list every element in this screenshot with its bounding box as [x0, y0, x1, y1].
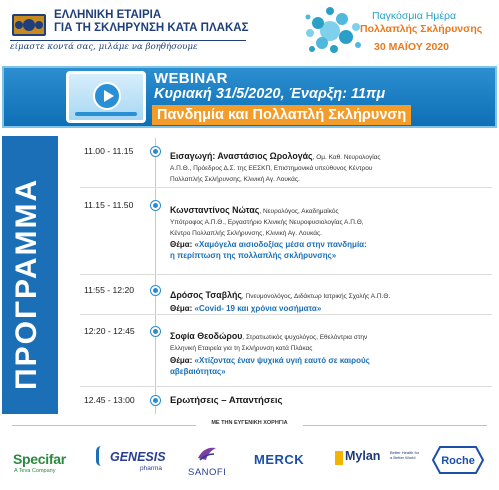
speaker-desc-line: Ελληνική Εταιρεία για τη Σκλήρυνση κατά Πλάκας: [170, 345, 313, 352]
genesis-logo: GENESIS: [110, 450, 166, 464]
organization-name-line2: ΓΙΑ ΤΗ ΣΚΛΗΡΥΝΣΗ ΚΑΤΑ ΠΛΑΚΑΣ: [54, 22, 249, 34]
organization-slogan: είμαστε κοντά σας, μιλάμε να βοηθήσουμε: [10, 42, 198, 52]
sanofi-logo: SANOFI: [188, 467, 227, 478]
webinar-theme: Πανδημία και Πολλαπλή Σκλήρυνση: [152, 105, 411, 125]
speaker-desc-inline: , Ομ. Καθ. Νευρολογίας: [312, 154, 381, 161]
roche-logo-text: Roche: [441, 455, 475, 467]
row-divider: [80, 386, 492, 387]
speaker-desc-line: Πολλαπλής Σκλήρυνσης, Κλινική Αγ. Λουκάς.: [170, 175, 300, 183]
roche-logo-icon: [432, 446, 484, 474]
play-icon: [93, 82, 121, 110]
program-time: 11.15 - 11.50: [84, 200, 134, 210]
topic-label: Θέμα: [170, 240, 190, 249]
webinar-banner: [2, 66, 497, 128]
topic-text: η περίπτωση της πολλαπλής σκλήρυνσης»: [170, 251, 337, 260]
specifar-tagline: A Teva Company: [14, 468, 56, 474]
sponsors-divider-left: [12, 425, 196, 426]
organization-name: [54, 9, 248, 35]
speaker-name: Δρόσος Τσαβλής: [170, 290, 242, 300]
speaker-name: Σοφία Θεοδώρου: [170, 331, 243, 341]
topic-label: Θέμα: [170, 355, 190, 365]
program-time: 11.00 - 11.15: [84, 146, 134, 156]
program-content: Σοφία Θεοδώρου, Στρατιωτικός ψυχολόγος, Εθελόντρια στην Ελληνική Εταιρεία για τη Σκλήρυνση κατά Πλάκας Θέμα: «Χτίζοντας έναν ψυχικά υγιή εαυτό σε καιρούς αβεβαιότητας»: [170, 326, 492, 377]
mylan-tagline: Better Health for a Better World: [390, 450, 420, 460]
timeline-dot-icon: [151, 396, 160, 405]
specifar-logo: Specifar: [13, 451, 66, 467]
speaker-desc-inline: , Νευρολόγος, Ακαδημαϊκός: [259, 208, 339, 215]
merck-logo: MERCK: [254, 452, 305, 467]
program-time: 11:55 - 12:20: [84, 285, 135, 295]
row-divider: [80, 187, 492, 188]
speaker-desc-line: Κέντρο Πολλαπλής Σκλήρυνσης, Κλινική Αγ. Λουκάς.: [170, 229, 322, 237]
row-divider: [80, 274, 492, 275]
timeline-dot-icon: [151, 147, 160, 156]
timeline-dot-icon: [151, 327, 160, 336]
speaker-desc-line: Α.Π.Θ., Πρόεδρος Δ.Σ. της ΕΕΣΚΠ, Επιστημονικά υπεύθυνος Κέντρου: [170, 165, 373, 172]
program-prefix: Εισαγωγή:: [170, 151, 218, 161]
event-title-line2: Πολλαπλής Σκλήρυνσης: [360, 23, 483, 35]
topic-text: αβεβαιότητας»: [170, 366, 226, 376]
program-content: [170, 395, 492, 406]
mylan-logo: Mylan: [345, 449, 381, 463]
timeline-line: [155, 138, 156, 414]
topic-text: «Χτίζοντας έναν ψυχικά υγιή εαυτό σε καιρούς: [194, 355, 370, 365]
video-play-icon: [66, 71, 146, 123]
header: [0, 0, 499, 62]
row-divider: [80, 314, 492, 315]
society-logo-icon: [12, 14, 46, 36]
program-title: ΠΡΟΓΡΑΜΜΑ: [10, 177, 43, 390]
event-title-line1: Παγκόσμια Ημέρα: [372, 10, 457, 22]
speaker-name: Κωνσταντίνος Νώτας: [170, 205, 260, 215]
timeline-dot-icon: [151, 286, 160, 295]
program-content: [170, 146, 492, 185]
sanofi-bird-icon: [196, 444, 218, 464]
webinar-label: WEBINAR: [154, 70, 228, 87]
timeline-dot-icon: [151, 201, 160, 210]
mylan-mark-icon: [335, 451, 343, 465]
qa-session: Ερωτήσεις – Απαντήσεις: [170, 395, 283, 406]
program-time: 12:20 - 12:45: [84, 326, 135, 336]
speaker-desc-inline: , Πνευμονολόγος, Διδάκτωρ Ιατρικής Σχολής Α.Π.Θ.: [241, 293, 391, 300]
program-timeline: [66, 138, 494, 414]
speaker-name: Αναστάσιος Ωρολογάς: [217, 151, 313, 161]
speaker-desc-inline: , Στρατιωτικός ψυχολόγος, Εθελόντρια στην: [242, 334, 368, 341]
program-time: 12.45 - 13:00: [84, 395, 135, 405]
event-date: 30 ΜΑΪΟΥ 2020: [374, 41, 449, 53]
webinar-datetime: Κυριακή 31/5/2020, Έναρξη: 11πμ: [154, 86, 386, 102]
program-content: Δρόσος Τσαβλής, Πνευμονολόγος, Διδάκτωρ Ιατρικής Σχολής Α.Π.Θ. Θέμα: «Covid- 19 και χρόνια νοσήματα»: [170, 290, 391, 313]
header-divider: [10, 40, 246, 41]
topic-text: «Covid- 19 και χρόνια νοσήματα»: [194, 304, 322, 313]
sponsors-divider-right: [303, 425, 487, 426]
program-content: Κωνσταντίνος Νώτας, Νευρολόγος, Ακαδημαϊκός Υπότροφος Α.Π.Θ., Εργαστήριο Κλινικής Νευροφυσιολογίας Α.Π.Θ, Κέντρο Πολλαπλής Σκλήρυνσης, Κλινική Αγ. Λουκάς. Θέμα: «Χαμόγελα αισιοδοξίας μέσα στην πανδημία: η περίπτωση της πολλαπλής σκλήρυνσης»: [170, 200, 492, 261]
sponsors-header: [0, 419, 499, 431]
genesis-tagline: pharma: [140, 465, 163, 472]
organization-name-line1: ΕΛΛΗΝΙΚΗ ΕΤΑΙΡΙΑ: [54, 9, 162, 21]
topic-label: Θέμα: [170, 304, 190, 313]
genesis-mark-icon: [96, 446, 106, 466]
sponsors-title: ΜΕ ΤΗΝ ΕΥΓΕΝΙΚΗ ΧΟΡΗΓΙΑ: [211, 420, 288, 426]
topic-text: «Χαμόγελα αισιοδοξίας μέσα στην πανδημία:: [194, 240, 367, 249]
sponsors-logos: [0, 434, 499, 486]
speaker-desc-line: Υπότροφος Α.Π.Θ., Εργαστήριο Κλινικής Νευροφυσιολογίας Α.Π.Θ,: [170, 219, 364, 226]
video-progress-bar: [75, 112, 137, 116]
